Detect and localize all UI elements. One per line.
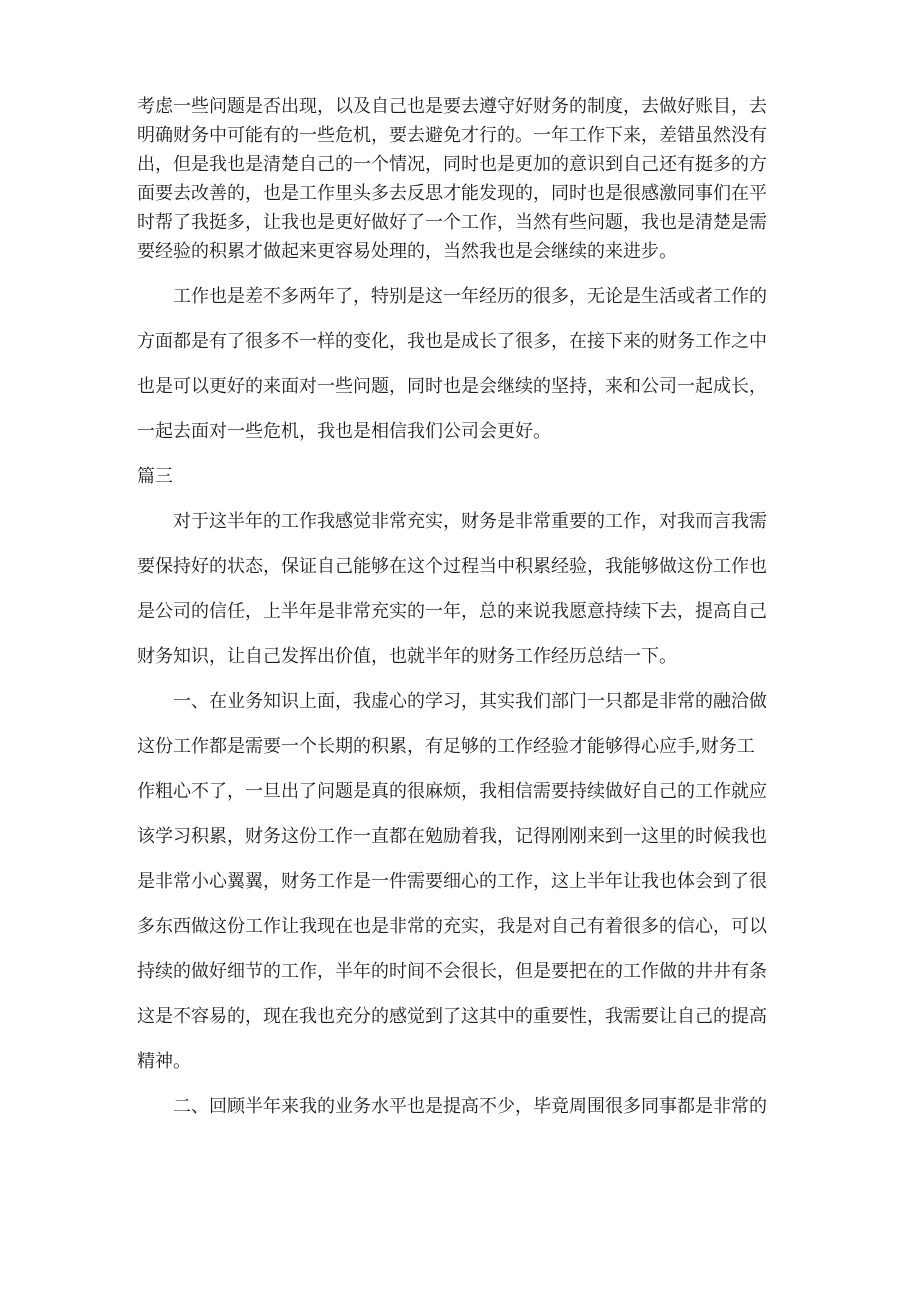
text-line: 考虑一些问题是否出现，以及自己也是要去遵守好财务的制度，去做好账目，去 bbox=[137, 96, 767, 117]
text-line: 是非常小心翼翼，财务工作是一件需要细心的工作，这上半年让我也体会到了很 bbox=[137, 871, 767, 892]
paragraph-point-one bbox=[137, 679, 787, 1084]
text-line: 对于这半年的工作我感觉非常充实，财务是非常重要的工作，对我而言我需 bbox=[173, 511, 767, 532]
text-line: 二、回顾半年来我的业务水平也是提高不少，毕竟周围很多同事都是非常的 bbox=[173, 1096, 767, 1117]
text-line: 方面都是有了很多不一样的变化，我也是成长了很多，在接下来的财务工作之中 bbox=[137, 331, 767, 352]
paragraph-two-years bbox=[137, 274, 787, 454]
text-line: 也是可以更好的来面对一些问题，同时也是会继续的坚持，来和公司一起成长， bbox=[137, 376, 767, 397]
text-line: 时帮了我挺多，让我也是更好做好了一个工作，当然有些问题，我也是清楚是需 bbox=[137, 212, 767, 233]
section-heading bbox=[137, 454, 787, 499]
text-line: 作粗心不了，一旦出了问题是真的很麻烦，我相信需要持续做好自己的工作就应 bbox=[137, 781, 767, 802]
text-line: 要保持好的状态，保证自己能够在这个过程当中积累经验，我能够做这份工作也 bbox=[137, 556, 767, 577]
text-line: 该学习积累，财务这份工作一直都在勉励着我，记得刚刚来到一这里的时候我也 bbox=[137, 826, 767, 847]
text-line: 精神。 bbox=[137, 1051, 191, 1072]
paragraph-point-two bbox=[137, 1084, 787, 1129]
text-line: 一起去面对一些危机，我也是相信我们公司会更好。 bbox=[137, 421, 551, 442]
text-line: 持续的做好细节的工作，半年的时间不会很长，但是要把在的工作做的井井有条 bbox=[137, 961, 767, 982]
paragraph-intro bbox=[137, 499, 787, 679]
text-line: 面要去改善的，也是工作里头多去反思才能发现的，同时也是很感激同事们在平 bbox=[137, 183, 767, 204]
text-line: 要经验的积累才做起来更容易处理的，当然我也是会继续的来进步。 bbox=[137, 241, 677, 262]
section-title: 篇三 bbox=[137, 466, 173, 487]
text-line: 一、在业务知识上面，我虚心的学习，其实我们部门一只都是非常的融洽做 bbox=[173, 691, 767, 712]
text-line: 这份工作都是需要一个长期的积累，有足够的工作经验才能够得心应手,财务工 bbox=[137, 736, 755, 757]
text-line: 出，但是我也是清楚自己的一个情况，同时也是更加的意识到自己还有挺多的方 bbox=[137, 154, 767, 175]
text-line: 工作也是差不多两年了，特别是这一年经历的很多，无论是生活或者工作的 bbox=[173, 286, 767, 307]
paragraph-continuation bbox=[137, 92, 787, 266]
text-line: 是公司的信任，上半年是非常充实的一年，总的来说我愿意持续下去，提高自己 bbox=[137, 601, 767, 622]
text-line: 多东西做这份工作让我现在也是非常的充实，我是对自己有着很多的信心，可以 bbox=[137, 916, 767, 937]
text-line: 明确财务中可能有的一些危机，要去避免才行的。一年工作下来，差错虽然没有 bbox=[137, 125, 767, 146]
text-line: 这是不容易的，现在我也充分的感觉到了这其中的重要性，我需要让自己的提高 bbox=[137, 1006, 767, 1027]
text-line: 财务知识，让自己发挥出价值，也就半年的财务工作经历总结一下。 bbox=[137, 646, 677, 667]
document-page bbox=[137, 92, 787, 1129]
